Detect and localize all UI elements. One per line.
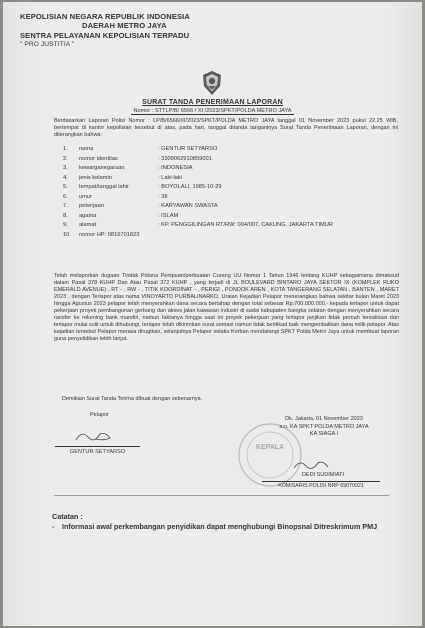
official-block bbox=[264, 416, 384, 439]
field-number: 9. bbox=[63, 222, 68, 228]
closing-statement: Demikian Surat Tanda Terima dibuat dengan sebenarnya. bbox=[62, 396, 203, 402]
stamp-label: KEPALA bbox=[255, 444, 285, 451]
field-value: : KARYAWAN SWASTA bbox=[158, 203, 218, 209]
field-label: tempat/tanggal lahir bbox=[79, 184, 129, 190]
police-emblem-icon bbox=[200, 70, 224, 96]
document-number-box bbox=[131, 108, 293, 115]
field-number: 6. bbox=[63, 193, 68, 200]
number-label: Nomor : bbox=[133, 108, 154, 114]
field-label: pekerjaan bbox=[79, 203, 104, 209]
note-text: Informasi awal perkembangan penyidikan dapat menghubungi Binopsnal Ditreskrimum PMJ bbox=[62, 522, 378, 531]
field-label: nama bbox=[79, 146, 94, 152]
field-value: : BOYOLALI, 1985-10-29 bbox=[158, 184, 222, 190]
field-label: agama bbox=[79, 212, 97, 219]
field-row bbox=[63, 222, 403, 232]
divider bbox=[54, 495, 389, 496]
field-value: : INDONESIA bbox=[158, 165, 193, 171]
field-row bbox=[63, 203, 403, 213]
notes-label: Catatan : bbox=[52, 512, 83, 521]
letterhead-line-2: DAERAH METRO JAYA bbox=[82, 21, 167, 31]
reporter-label: Pelapor bbox=[90, 412, 109, 418]
field-value: : KP. PENGGILINGAN RT/RW: 004/007, CAKUNG, JAKARTA TIMUR bbox=[158, 222, 333, 228]
field-label: kewarganegaraan bbox=[79, 165, 125, 171]
field-number: 3. bbox=[63, 165, 68, 171]
official-place-date: Dk. Jakarta, 01 November 2023 bbox=[285, 416, 363, 422]
document-title: SURAT TANDA PENERIMAAN LAPORAN bbox=[142, 99, 283, 106]
field-value: : 38 bbox=[158, 193, 168, 200]
field-row bbox=[63, 213, 403, 223]
official-rank: KOMISARIS POLISI NRP 69070021 bbox=[262, 481, 380, 489]
letterhead-line-3: SENTRA PELAYANAN KEPOLISIAN TERPADU bbox=[20, 30, 190, 40]
official-name: DEDI SUDIMIATI bbox=[301, 472, 345, 478]
note-bullet: - bbox=[52, 522, 55, 531]
field-value: : Laki-laki bbox=[158, 174, 183, 181]
field-number: 4. bbox=[63, 174, 68, 181]
field-label: umur bbox=[79, 193, 92, 200]
field-value: : ISLAM bbox=[158, 212, 179, 219]
incident-narrative: Telah melaporkan dugaan Tindak Pidana Penipuan/perbuatan Curang UU Nomor 1 Tahun 1946 tentang KUHP sebagaimana dimaksud dalam Pasal 378 KUHP Dan Atau Pasal 372 KUHP , yang terjadi di JL BOULEVARD BINTARO JAYA SEKTOR IX (KOMPLEK RUKO EMERALD AVENUE) , RT - , RW - , TITIK KOORDINAT - , PERIGI , PONDOK AREN , KOTA TANGERANG SELATAN , BANTEN , MARET 2023 , dengan Terlapor atas nama VINOYARTO PURBALINARKO. Uraian Kejadian Pelapor menerangkan bahwa sekitar bulan Maret 2023 hingga Agustus 2023 pelapor telah menyerahkan dana secara bertahap dengan total sebesar Rp.700.000.000,- kepada terlapor untuk dapat pekerjaan proyek pembangunan gerbang dan akses jalan kawasan industri di sadai kabupaten bangka selatan dengan menyerahkan secara ransfer ke rekening bank mandiri, namun faktanya hingga saat ini proyek pekerjaan yang terlapor janjikan tidak pernah terealisasi dan terlapor mulai sulit untuk dihubungi, terlapor telah dikirimkan surat somasi namun tidak beritikad baik mengembalikan dana milik pelapor. Atas kejadian tersebut Pelapor merasa dirugikan, selanjutnya Pelapor selaku Korban mendatangi SPKT Polda Metro Jaya untuk membuat laporan guna penyelidikan lebih lanjut. bbox=[54, 273, 399, 342]
field-row bbox=[63, 194, 403, 204]
field-number: 1. bbox=[63, 146, 68, 152]
field-label: jenis kelamin bbox=[79, 174, 112, 181]
field-label: nomor identitas bbox=[79, 155, 118, 162]
letterhead-line-1: KEPOLISIAN NEGARA REPUBLIK INDONESIA bbox=[20, 12, 190, 21]
field-row bbox=[63, 156, 403, 166]
field-value: : 3309062910859001 bbox=[158, 155, 212, 162]
field-label: nomor HP: 0816701823 bbox=[79, 231, 140, 238]
intro-paragraph: Berdasarkan Laporan Polisi Nomor : LP/B/6566/XI/2023/SPKT/POLDA METRO JAYA tanggal 01 November 2023 pukul 22.25 WIB, bertempat di kantor kepolisian tersebut di atas, pada hari, tanggal ditanda tanganinya Surat Tanda Penerimaan Laporan, dengan ini diterangkan bahwa: bbox=[54, 118, 398, 138]
field-row bbox=[63, 232, 403, 242]
field-row bbox=[63, 165, 403, 175]
letterhead bbox=[20, 12, 190, 50]
field-number: 10. bbox=[63, 231, 71, 238]
field-number: 5. bbox=[63, 184, 68, 190]
field-row bbox=[63, 184, 403, 194]
number-value: STTLP/B/ 6566 / XI /2023/SPKT/POLDA METRO JAYA bbox=[154, 108, 292, 114]
official-line-2: a.n. KA SPKT POLDA METRO JAYA bbox=[279, 423, 369, 430]
document-number bbox=[0, 108, 425, 115]
field-number: 2. bbox=[63, 155, 68, 162]
letterhead-line-4: " PRO JUSTITIA " bbox=[20, 41, 75, 49]
official-line-3: KA SIAGA I bbox=[309, 431, 339, 438]
reporter-name: GENTUR SETYARSO bbox=[55, 446, 140, 455]
field-value: : GENTUR SETYARSO bbox=[158, 146, 218, 152]
field-row bbox=[63, 175, 403, 185]
field-row bbox=[63, 146, 403, 156]
reporter-signature bbox=[70, 428, 120, 444]
field-label: alamat bbox=[79, 222, 97, 228]
field-number: 7. bbox=[63, 203, 68, 209]
reporter-details bbox=[63, 146, 403, 241]
field-number: 8. bbox=[63, 212, 68, 219]
